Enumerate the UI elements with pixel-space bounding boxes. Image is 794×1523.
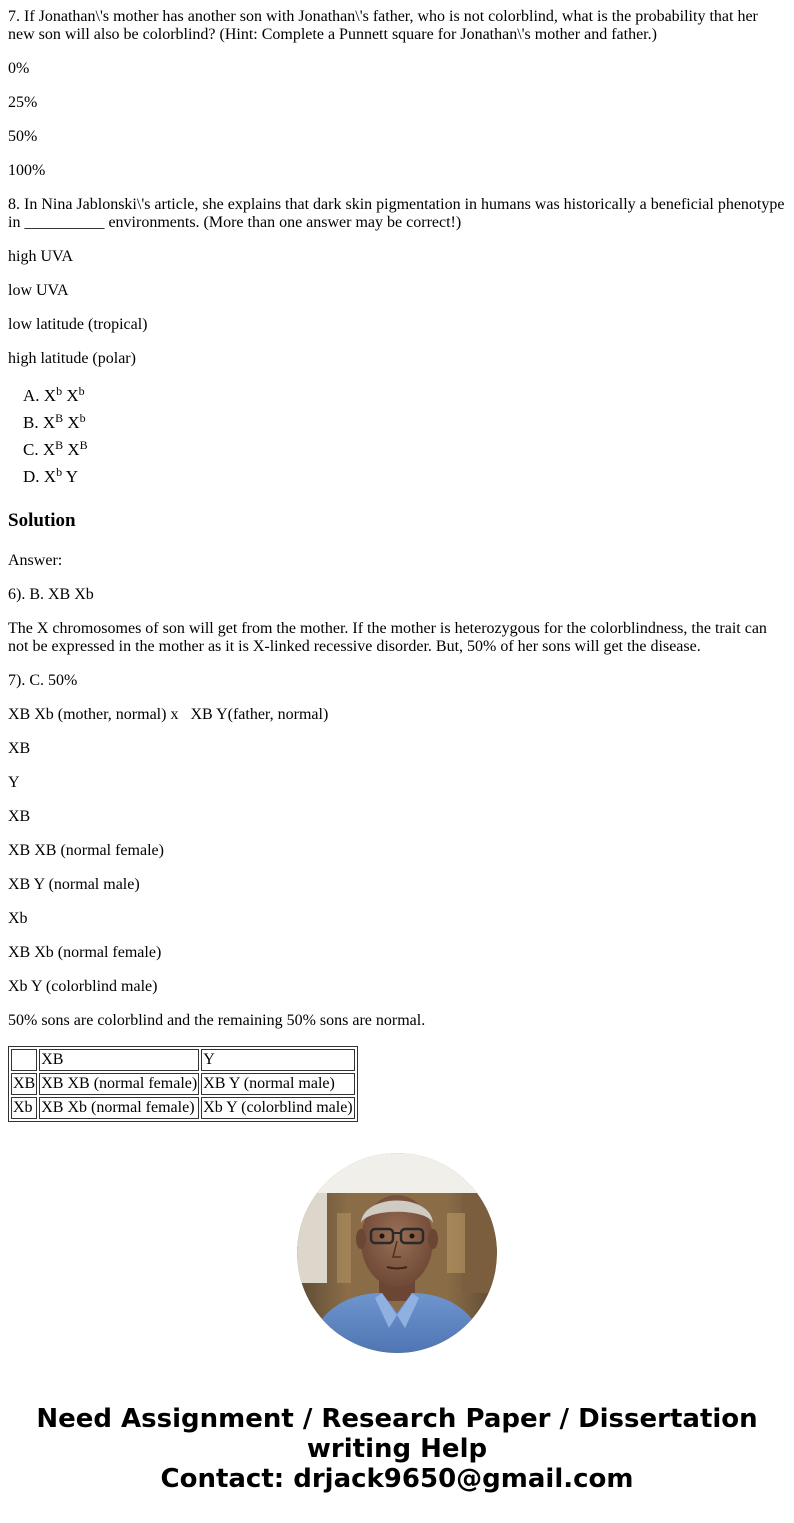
choice-b: B. $X^B$ $X^b$ — [23, 411, 86, 432]
promo-line-2: writing Help — [306, 1434, 488, 1464]
solution-paragraph: XB — [8, 808, 31, 825]
solution-paragraph: Y — [8, 774, 20, 791]
choice-a: A. $X^b$ $X^b$ — [23, 384, 85, 405]
q8-option-4: high latitude (polar) — [8, 350, 136, 367]
choice-c: C. $X^B$ $X^B$ — [23, 438, 88, 459]
table-cell: XB XB (normal female) — [39, 1073, 199, 1095]
q8-option-2: low UVA — [8, 282, 69, 299]
table-row — [11, 1049, 355, 1071]
promo-contact: Contact: drjack9650@gmail.com — [160, 1464, 634, 1494]
table-cell: Xb Y (colorblind male) — [201, 1097, 354, 1119]
table-cell: XB Y (normal male) — [201, 1073, 354, 1095]
table-cell: XB — [11, 1073, 37, 1095]
question-7-text: 7. If Jonathan\'s mother has another son with Jonathan\'s father, who is not colorblind, what is the probability that her new son will also be colorblind? (Hint: Complete a Punnett square for Jonathan\'s mother and father.) — [8, 8, 758, 43]
solution-paragraph: XB XB (normal female) — [8, 842, 164, 859]
table-row — [11, 1073, 355, 1095]
table-cell: XB — [39, 1049, 199, 1071]
q7-option-3: 50% — [8, 128, 38, 145]
solution-paragraph: 50% sons are colorblind and the remaining 50% sons are normal. — [8, 1012, 426, 1029]
solution-paragraph: XB Y (normal male) — [8, 876, 140, 893]
q7-option-1: 0% — [8, 60, 30, 77]
table-cell — [11, 1049, 37, 1071]
q8-option-3: low latitude (tropical) — [8, 316, 148, 333]
promo-line-1: Need Assignment / Research Paper / Dissertation — [36, 1404, 758, 1434]
solution-paragraph: XB Xb (mother, normal) x XB Y(father, normal) — [8, 706, 329, 723]
solution-paragraph: The X chromosomes of son will get from the mother. If the mother is heterozygous for the colorblindness, the trait can not be expressed in the mother as it is X-linked recessive disorder. But, 50% of her sons will get the disease. — [8, 620, 767, 655]
punnett-square-table — [8, 1046, 358, 1122]
solution-paragraph: 7). C. 50% — [8, 672, 78, 689]
solution-paragraph: Answer: — [8, 552, 63, 569]
table-row — [11, 1097, 355, 1119]
question-8-text: 8. In Nina Jablonski\'s article, she explains that dark skin pigmentation in humans was historically a beneficial phenotype in __________ environments. (More than one answer may be correct!) — [8, 196, 785, 231]
solution-paragraph: XB Xb (normal female) — [8, 944, 162, 961]
question-7 — [8, 8, 786, 180]
table-cell: XB Xb (normal female) — [39, 1097, 199, 1119]
genotype-choices — [8, 384, 786, 492]
q7-option-2: 25% — [8, 94, 38, 111]
avatar — [297, 1153, 497, 1353]
table-cell: Xb — [11, 1097, 37, 1119]
solution-body — [8, 552, 786, 1030]
solution-paragraph: XB — [8, 740, 31, 757]
table-cell: Y — [201, 1049, 354, 1071]
solution-paragraph: Xb Y (colorblind male) — [8, 978, 158, 995]
solution-paragraph: 6). B. XB Xb — [8, 586, 94, 603]
solution-heading: Solution — [8, 510, 76, 531]
q7-option-4: 100% — [8, 162, 46, 179]
solution-paragraph: Xb — [8, 910, 28, 927]
question-8 — [8, 196, 786, 368]
tutor-photo — [297, 1153, 497, 1353]
promo-banner — [0, 1404, 794, 1494]
choice-d: D. $X^b$ Y — [23, 465, 78, 486]
q8-option-1: high UVA — [8, 248, 74, 265]
